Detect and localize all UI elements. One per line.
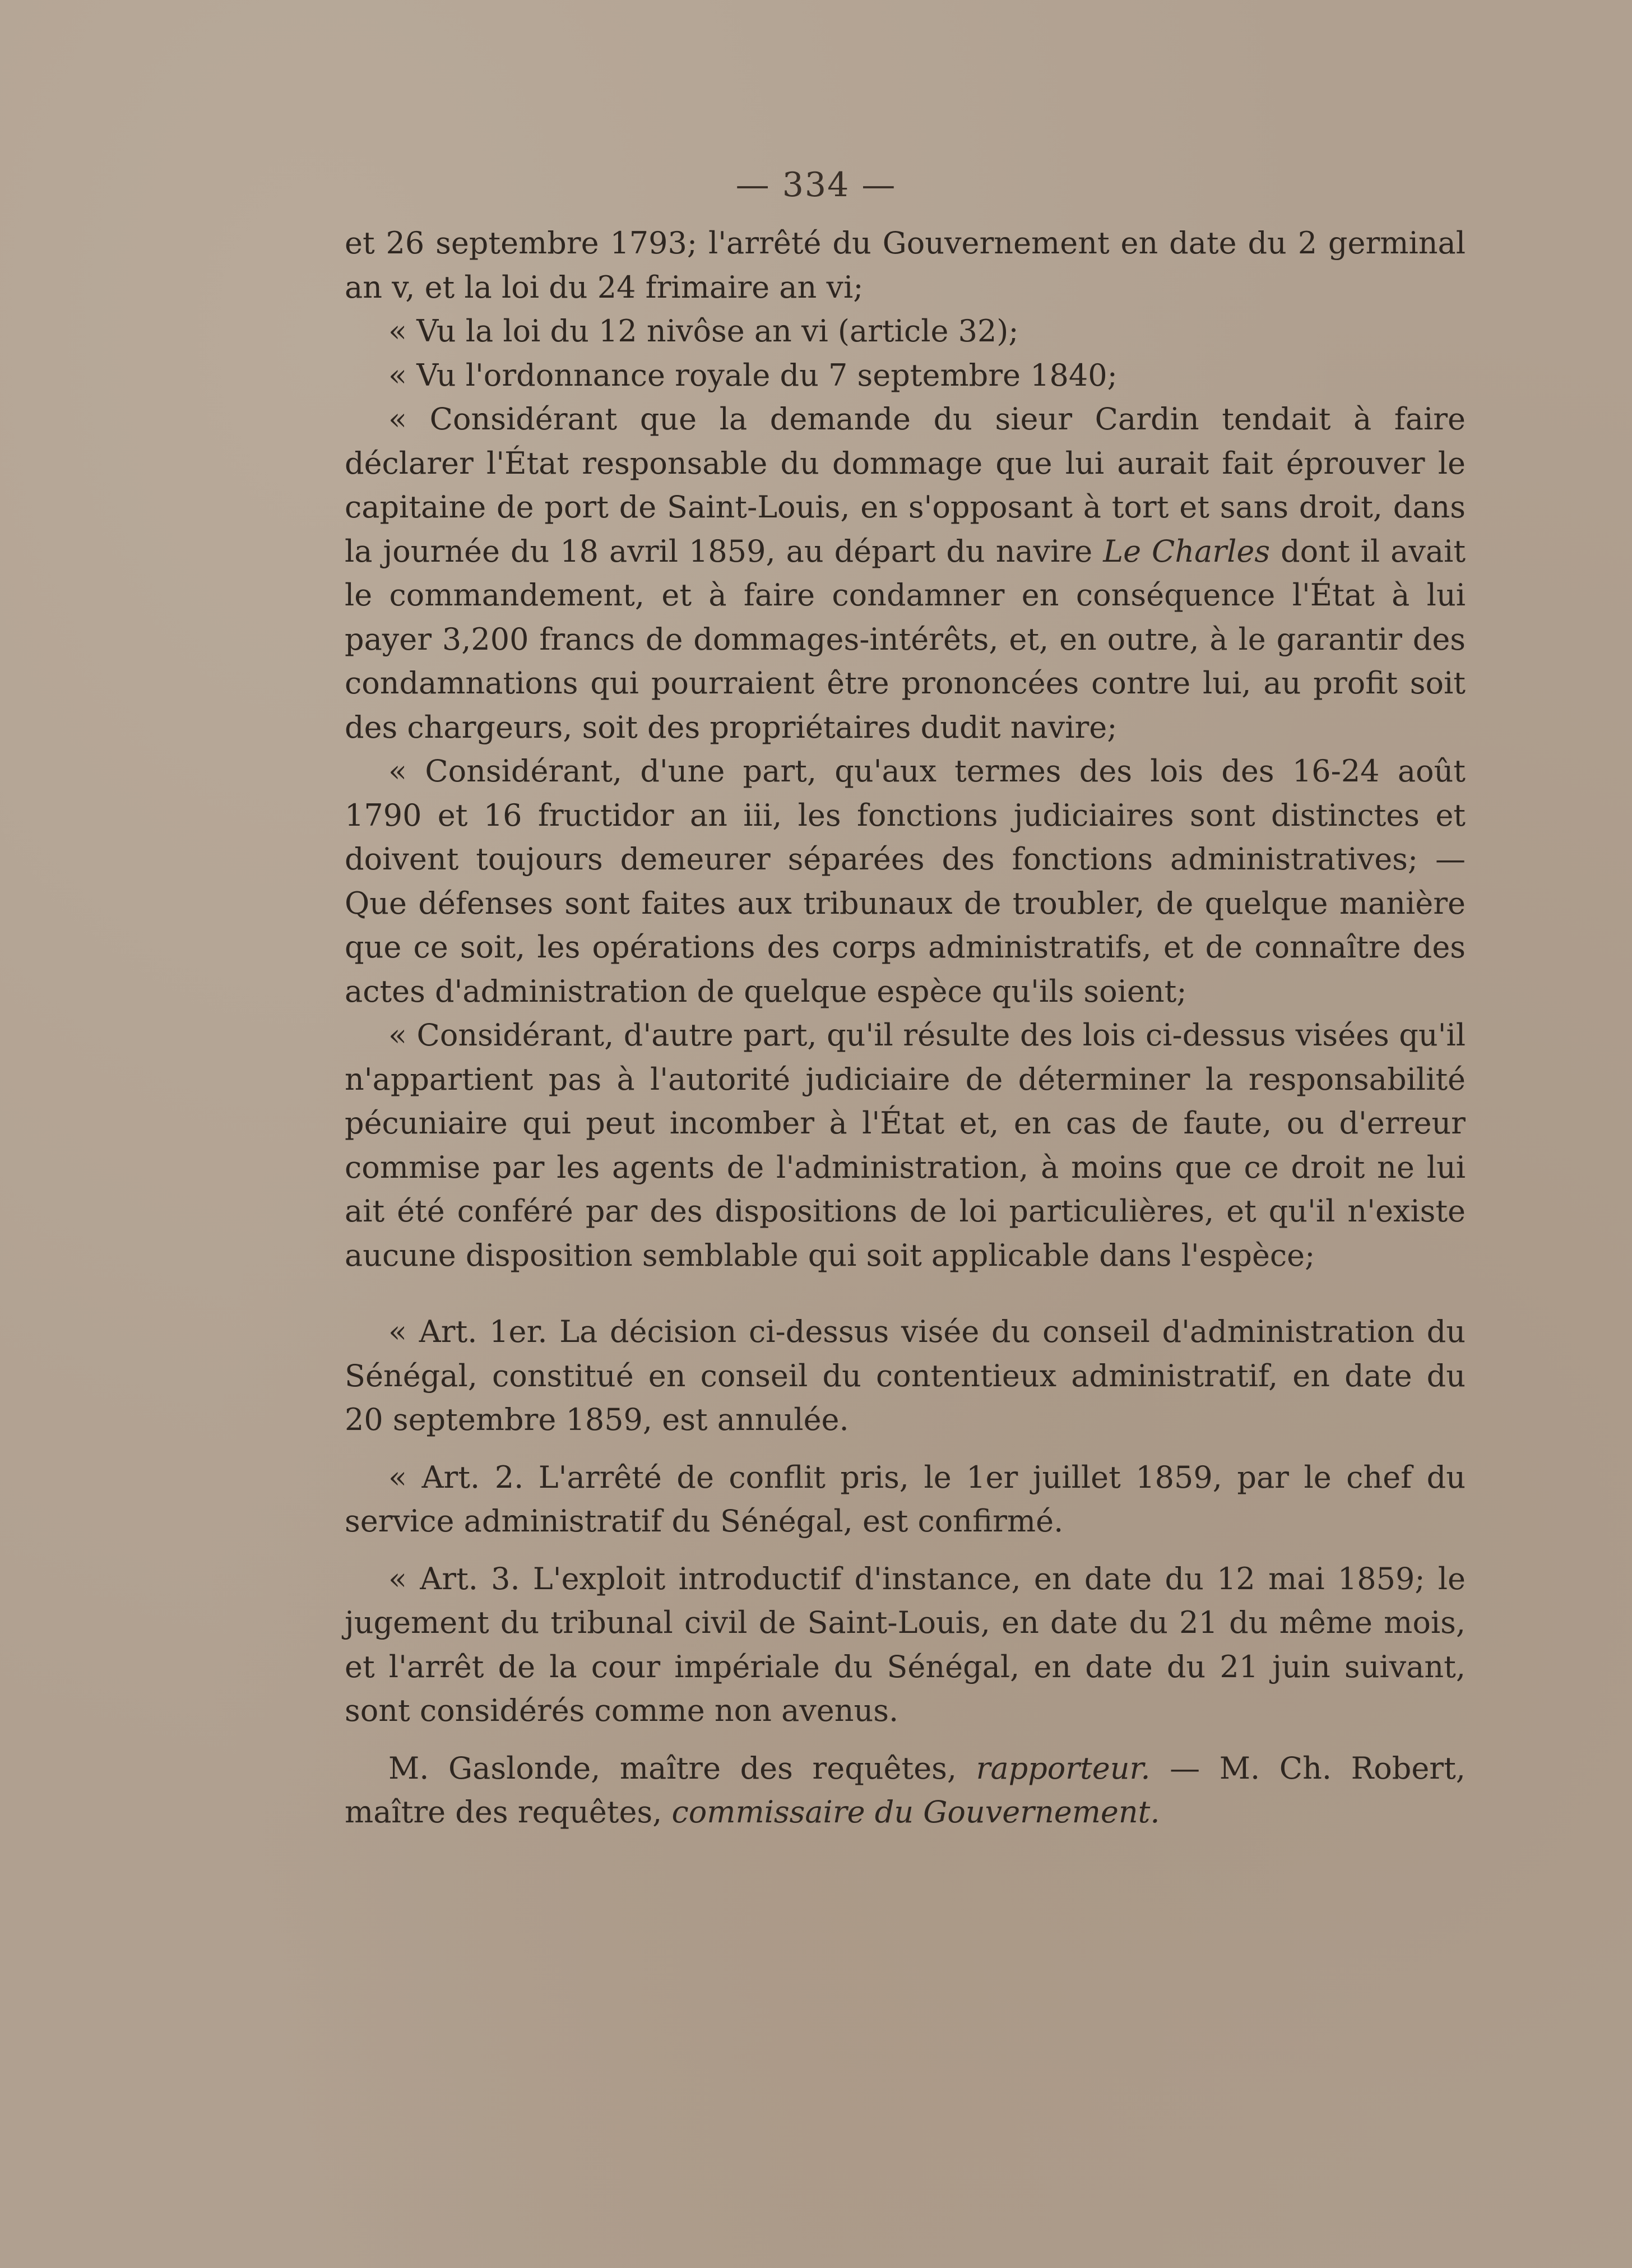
signature-block [345, 1747, 1466, 1835]
considerant-cardin-part-1: « Considérant que la demande du sieur Cardin tendait à faire déclarer l'État responsable du dommage que lui aurait fait éprouver le capitaine de port de Saint-Louis, en s'opposant à tort et sans droit, dans la journée du 18 avril 1859, au départ du navire [345, 401, 1466, 569]
rapporteur-name: M. Gaslonde, maître des requêtes, [388, 1750, 957, 1786]
paragraph-vu-loi: « Vu la loi du 12 nivôse an vi (article 32); [388, 313, 1019, 349]
paragraph-considerant-une-part: « Considérant, d'une part, qu'aux termes des lois des 16-24 août 1790 et 16 fructidor an iii, les fonctions judiciaires sont distinctes et doivent toujours demeurer séparées des fonctions administratives; — Que défenses sont faites aux tribunaux de troubler, de quelque manière que ce soit, les opérations des corps administratifs, et de connaître des actes d'administration de quelque espèce qu'ils soient; [345, 753, 1466, 1009]
signature-separator: — [1170, 1750, 1200, 1786]
paragraph-vu-ordonnance: « Vu l'ordonnance royale du 7 septembre 1840; [388, 357, 1118, 393]
article-3: « Art. 3. L'exploit introductif d'instance, en date du 12 mai 1859; le jugement du tribunal civil de Saint-Louis, en date du 21 du même mois, et l'arrêt de la cour impériale du Sénégal, en date du 21 juin suivant, sont considérés comme non avenus. [345, 1561, 1466, 1728]
paragraph-considerant-cardin [345, 397, 1466, 749]
article-1: « Art. 1er. La décision ci-dessus visée du conseil d'administration du Sénégal, constitué en conseil du contentieux administratif, en date du 20 septembre 1859, est annulée. [345, 1314, 1466, 1437]
paragraph-considerant-autre-part: « Considérant, d'autre part, qu'il résulte des lois ci-dessus visées qu'il n'appartient pas à l'autorité judiciaire de déterminer la responsabilité pécuniaire qui peut incomber à l'État et, en cas de faute, ou d'erreur commise par les agents de l'administration, à moins que ce droit ne lui ait été conféré par des dispositions de loi particulières, et qu'il n'existe aucune disposition semblable qui soit applicable dans l'espèce; [345, 1017, 1466, 1273]
document-body [345, 221, 1466, 1835]
commissaire-role: commissaire du Gouvernement. [671, 1794, 1160, 1830]
commissaire-name: M. Ch. Robert, maître des requêtes, [345, 1750, 1466, 1830]
article-2: « Art. 2. L'arrêté de conflit pris, le 1er juillet 1859, par le chef du service administratif du Sénégal, est confirmé. [345, 1459, 1466, 1539]
ship-name: Le Charles [1103, 533, 1271, 569]
page-number: — 334 — [735, 165, 897, 205]
considerant-cardin-part-2: dont il avait le commandement, et à faire condamner en conséquence l'État à lui payer 3,200 francs de dommages-intérêts, et, en outre, à le garantir des condamnations qui pourraient être prononcées contre lui, au profit soit des chargeurs, soit des propriétaires dudit navire; [345, 533, 1466, 745]
paragraph-continuation: et 26 septembre 1793; l'arrêté du Gouvernement en date du 2 germinal an v, et la loi du 24 frimaire an vi; [345, 225, 1466, 305]
rapporteur-role: rapporteur. [976, 1750, 1151, 1786]
